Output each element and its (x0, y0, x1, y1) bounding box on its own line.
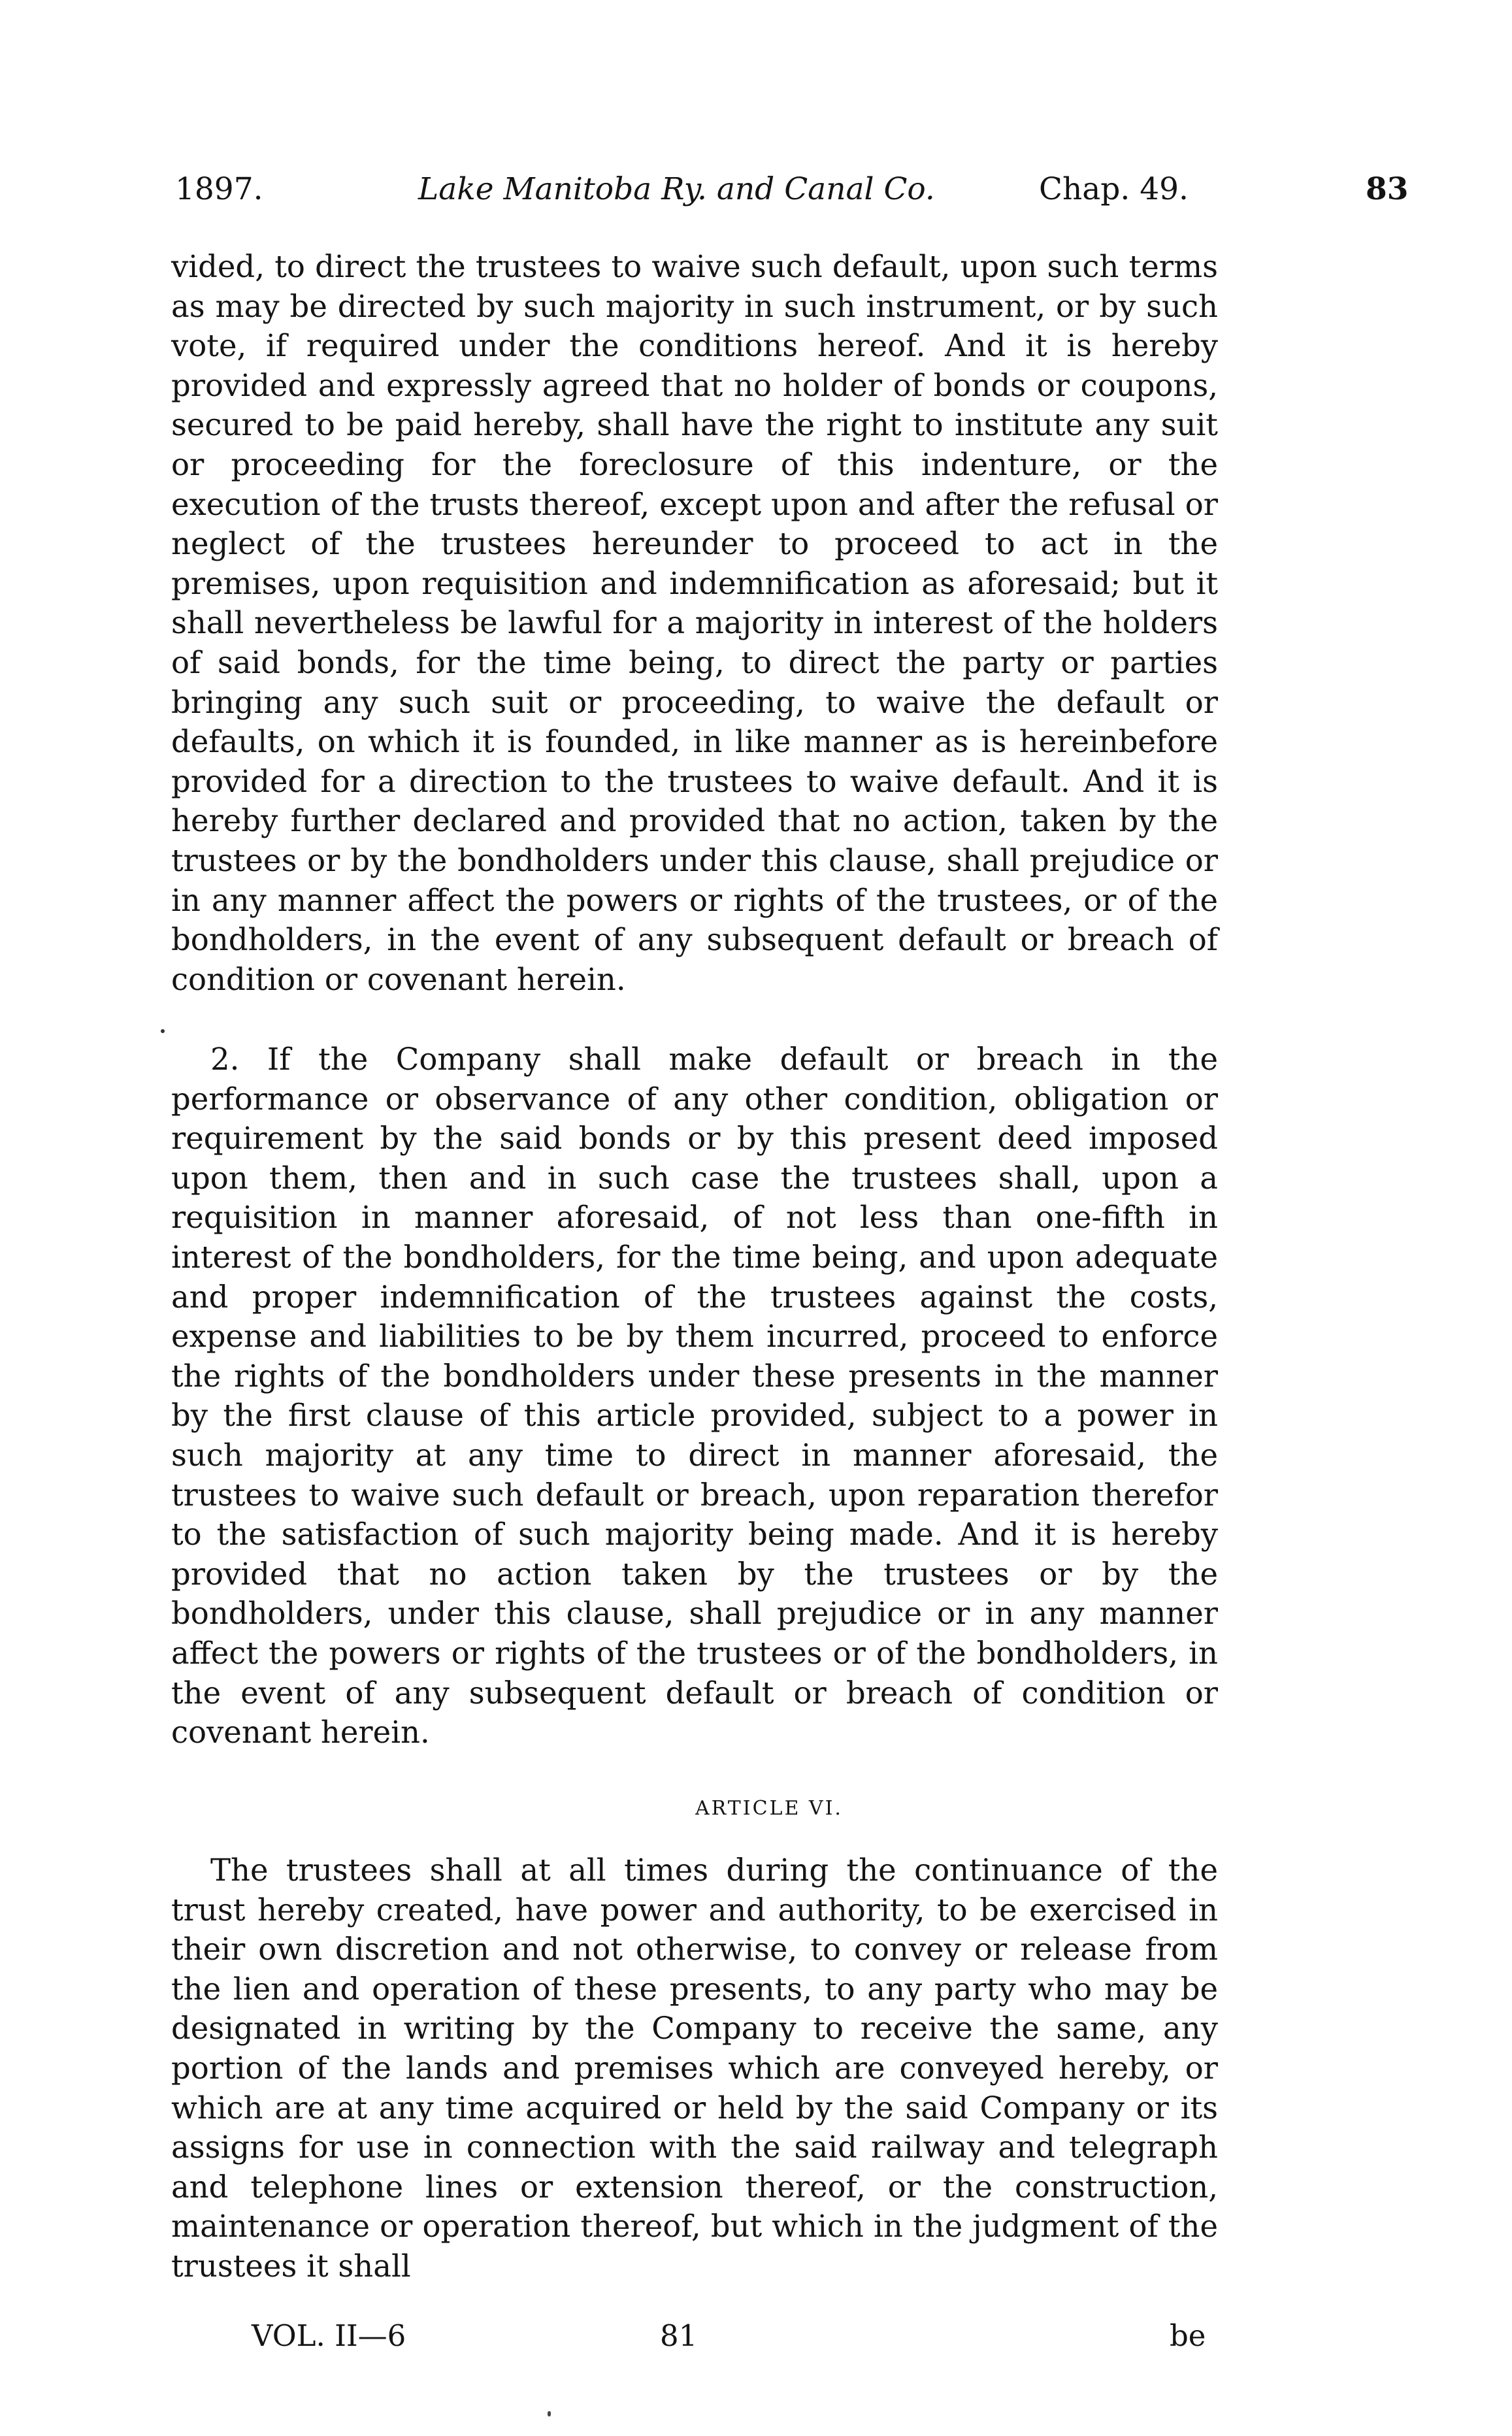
bottom-mark (548, 2411, 551, 2416)
page-footer (0, 2318, 1512, 2364)
continuation-paragraph: vided, to direct the trustees to waive such default, upon such terms as may be directed by such majority in such instrument, or by such vote, if required under the conditions hereof. And it is hereby provided and expressly agreed that no holder of bonds or coupons, secured to be paid hereby, shall have the right to institute any suit or proceeding for the foreclosure of this indenture, or the execution of the trusts thereof, except upon and after the refusal or neglect of the trustees hereunder to proceed to act in the premises, upon requisition and indemnification as aforesaid; but it shall nevertheless be lawful for a majority in interest of the holders of said bonds, for the time being, to direct the party or parties bringing any such suit or proceeding, to waive the default or defaults, on which it is founded, in like manner as is hereinbefore provided for a direction to the trustees to waive default. And it is hereby further declared and provided that no action, taken by the trustees or by the bondholders under this clause, shall prejudice or in any manner affect the powers or rights of the trustees, or of the bondholders, in the event of any subsequent default or breach of condition or covenant herein. (171, 249, 1218, 997)
clause-2-paragraph: 2. If the Company shall make default or breach in the performance or observance of any other condition, obligation or requirement by the said bonds or by this present deed imposed upon them, then and in such case the trustees shall, upon a requisition in manner aforesaid, of not less than one-fifth in interest of the bondholders, for the time being, and upon adequate and proper indemnification of the trustees against the costs, expense and liabilities to be by them incurred, proceed to enforce the rights of the bondholders under these presents in the manner by the first clause of this article provided, subject to a power in such majority at any time to direct in manner aforesaid, the trustees to waive such default or breach, upon reparation therefor to the satisfaction of such majority being made. And it is hereby provided that no action taken by the trustees or by the bondholders, under this clause, shall prejudice or in any manner affect the powers or rights of the trustees or of the bondholders, in the event of any subsequent default or breach of condition or covenant herein. (171, 1042, 1218, 1751)
footer-catchword: be (1170, 2318, 1206, 2353)
margin-mark (161, 1029, 165, 1033)
header-chapter: Chap. 49. (1039, 171, 1189, 207)
running-header (0, 171, 1512, 217)
article-heading (0, 1797, 1512, 1820)
article-heading-text: ARTICLE VI. (695, 1797, 843, 1820)
footer-volume: VOL. II—6 (252, 2318, 406, 2353)
page-number: 83 (1366, 171, 1409, 207)
header-year: 1897. (175, 171, 263, 207)
footer-sheet-number: 81 (660, 2318, 698, 2353)
article-vi-paragraph: The trustees shall at all times during the continuance of the trust hereby created, have power and authority, to be exercised in their own discretion and not otherwise, to convey or release from the lien and operation of these presents, to any party who may be designated in writing by the Company to receive the same, any portion of the lands and premises which are conveyed hereby, or which are at any time acquired or held by the said Company or its assigns for use in connection with the said railway and telegraph and telephone lines or extension thereof, or the construction, maintenance or operation thereof, but which in the judgment of the trustees it shall (171, 1852, 1218, 2284)
header-title: Lake Manitoba Ry. and Canal Co. (418, 171, 935, 207)
